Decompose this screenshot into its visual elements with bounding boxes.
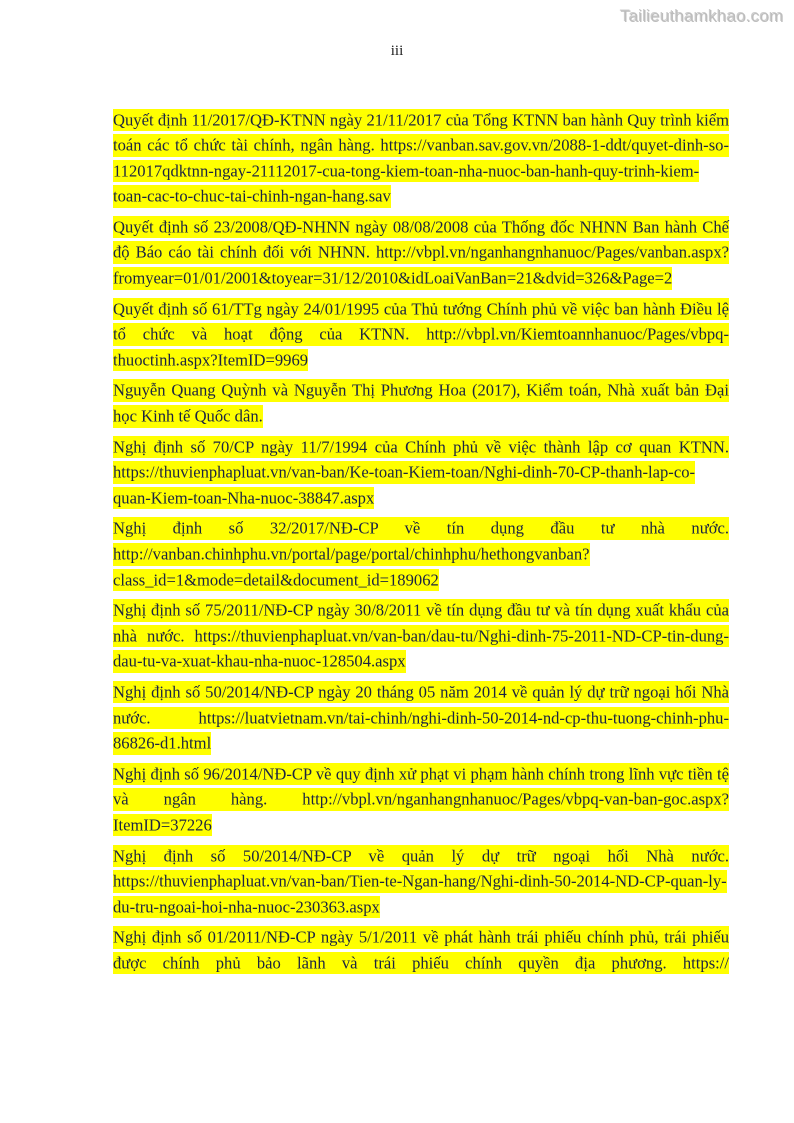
reference-item	[113, 378, 729, 429]
reference-item	[113, 214, 729, 291]
highlighted-text: Quyết định 11/2017/QĐ-KTNN ngày 21/11/2017 của Tổng KTNN ban hành Quy trình kiểm toán các tổ chức tài chính, ngân hàng. https://vanban.sav.gov.vn/2088-1-ddt/quyet-dinh-so-112017qdktnn-ngay-21112017-cua-tong-kiem-toan-nha-nuoc-ban-hanh-quy-trinh-kiem-toan-cac-to-chuc-tai-chinh-ngan-hang.sav	[113, 110, 729, 206]
reference-item	[113, 107, 729, 209]
highlighted-text: Quyết định số 61/TTg ngày 24/01/1995 của Thủ tướng Chính phủ về việc ban hành Điều lệ tổ chức và hoạt động của KTNN. http://vbpl.vn/Kiemtoannhanuoc/Pages/vbpq-thuoctinh.aspx?ItemID=9969	[113, 299, 729, 370]
reference-item	[113, 679, 729, 756]
watermark-text: Tailieuthamkhao.com	[620, 7, 784, 26]
highlighted-text: Nghị định số 50/2014/NĐ-CP về quản lý dự trữ ngoại hối Nhà nước. https://thuvienphapluat.vn/van-ban/Tien-te-Ngan-hang/Nghi-dinh-50-2014-ND-CP-quan-ly-du-tru-ngoai-hoi-nha-nuoc-230363.aspx	[113, 846, 729, 917]
reference-item	[113, 516, 729, 593]
reference-item	[113, 296, 729, 373]
reference-item	[113, 761, 729, 838]
page-number: iii	[390, 43, 404, 59]
reference-item	[113, 434, 729, 511]
highlighted-text: Nghị định số 50/2014/NĐ-CP ngày 20 tháng 05 năm 2014 về quản lý dự trữ ngoại hối Nhà nước. https://luatvietnam.vn/tai-chinh/nghi-dinh-50-2014-nd-cp-thu-tuong-chinh-phu-86826-d1.html	[113, 682, 729, 753]
highlighted-text: Nghị định số 32/2017/NĐ-CP về tín dụng đầu tư nhà nước. http://vanban.chinhphu.vn/portal/page/portal/chinhphu/hethongvanban?class_id=1&mode=detail&document_id=189062	[113, 518, 729, 590]
reference-item	[113, 925, 729, 976]
highlighted-text: Nghị định số 01/2011/NĐ-CP ngày 5/1/2011 về phát hành trái phiếu chính phủ, trái phiếu được chính phủ bảo lãnh và trái phiếu chính quyền địa phương. https://	[113, 927, 729, 973]
references-list	[113, 107, 729, 981]
highlighted-text: Nghị định số 70/CP ngày 11/7/1994 của Chính phủ về việc thành lập cơ quan KTNN. https://thuvienphapluat.vn/van-ban/Ke-toan-Kiem-toan/Nghi-dinh-70-CP-thanh-lap-co-quan-Kiem-toan-Nha-nuoc-38847.aspx	[113, 437, 729, 508]
reference-item	[113, 598, 729, 675]
highlighted-text: Quyết định số 23/2008/QĐ-NHNN ngày 08/08/2008 của Thống đốc NHNN Ban hành Chế độ Báo cáo tài chính đối với NHNN. http://vbpl.vn/nganhangnhanuoc/Pages/vanban.aspx?fromyear=01/01/2001&toyear=31/12/2010&idLoaiVanBan=21&dvid=326&Page=2	[113, 217, 729, 288]
highlighted-text: Nguyễn Quang Quỳnh và Nguyễn Thị Phương Hoa (2017), Kiểm toán, Nhà xuất bản Đại học Kinh tế Quốc dân.	[113, 380, 729, 426]
reference-item	[113, 843, 729, 920]
highlighted-text: Nghị định số 75/2011/NĐ-CP ngày 30/8/2011 về tín dụng đầu tư và tín dụng xuất khẩu của nhà nước. https://thuvienphapluat.vn/van-ban/dau-tu/Nghi-dinh-75-2011-ND-CP-tin-dung-dau-tu-va-xuat-khau-nha-nuoc-128504.aspx	[113, 600, 729, 671]
highlighted-text: Nghị định số 96/2014/NĐ-CP về quy định xử phạt vi phạm hành chính trong lĩnh vực tiền tệ và ngân hàng. http://vbpl.vn/nganhangnhanuoc/Pages/vbpq-van-ban-goc.aspx?ItemID=37226	[113, 764, 729, 835]
